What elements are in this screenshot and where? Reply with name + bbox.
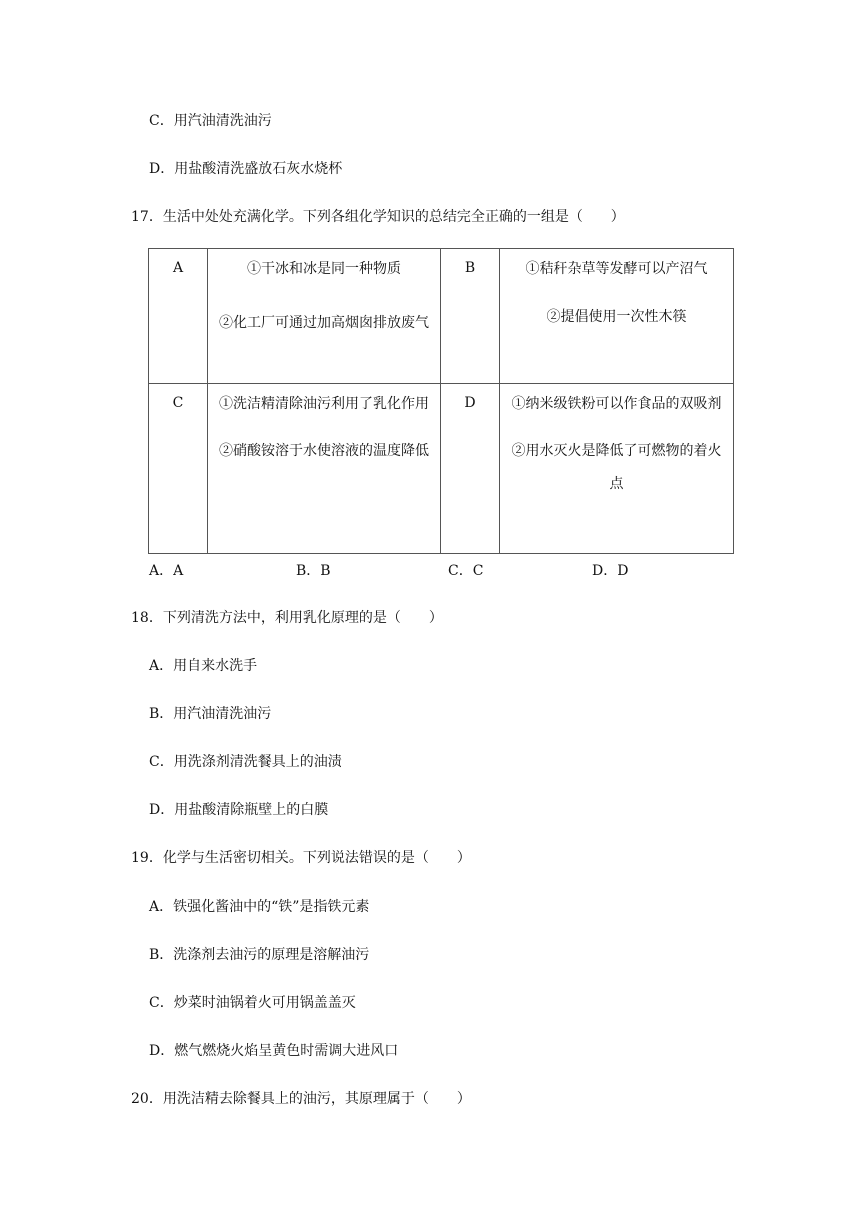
statement-b2: ②提倡使用一次性木筷 xyxy=(546,309,687,325)
statement-b1: ①秸秆杂草等发酵可以产沼气 xyxy=(525,261,708,277)
q19-option-c: C．炒菜时油锅着火可用锅盖盖灭 xyxy=(149,995,356,1011)
q18-option-d: D．用盐酸清除瓶壁上的白膜 xyxy=(149,802,329,818)
q19-option-d: D．燃气燃烧火焰呈黄色时需调大进风口 xyxy=(149,1043,399,1059)
q19-option-a: A．铁强化酱油中的“铁”是指铁元素 xyxy=(149,899,370,915)
table-label-d: D xyxy=(441,384,500,554)
option-c: C．用汽油清洗油污 xyxy=(149,113,272,129)
question-20-stem: 20．用洗洁精去除餐具上的油污，其原理属于（ ） xyxy=(131,1091,471,1107)
table-label-b: B xyxy=(441,249,500,384)
table-cell-b xyxy=(500,249,734,384)
statement-a1: ①干冰和冰是同一种物质 xyxy=(247,261,401,277)
statement-d1: ①纳米级铁粉可以作食品的双吸剂 xyxy=(511,396,722,412)
table-label-a: A xyxy=(149,249,208,384)
question-19-stem: 19．化学与生活密切相关。下列说法错误的是（ ） xyxy=(131,850,471,866)
option-d: D．用盐酸清洗盛放石灰水烧杯 xyxy=(149,161,343,177)
answer-a: A．A xyxy=(149,563,184,579)
q18-option-a: A．用自来水洗手 xyxy=(149,658,258,674)
table-cell-c xyxy=(208,384,441,554)
answer-b: B．B xyxy=(296,563,331,579)
table-cell-a xyxy=(208,249,441,384)
question-17-stem: 17．生活中处处充满化学。下列各组化学知识的总结完全正确的一组是（ ） xyxy=(131,209,625,225)
statement-d2: ②用水灭火是降低了可燃物的着火点 xyxy=(511,443,722,492)
q18-option-b: B．用汽油清洗油污 xyxy=(149,706,272,722)
answer-d: D．D xyxy=(592,563,629,579)
q19-option-b: B．洗涤剂去油污的原理是溶解油污 xyxy=(149,947,370,963)
statement-c1: ①洗洁精清除油污利用了乳化作用 xyxy=(219,396,429,412)
statement-c2: ②硝酸铵溶于水使溶液的温度降低 xyxy=(219,443,429,459)
answer-c: C．C xyxy=(448,563,484,579)
table-label-c: C xyxy=(149,384,208,554)
statement-a2: ②化工厂可通过加高烟囱排放废气 xyxy=(219,315,429,331)
table-cell-d xyxy=(500,384,734,554)
question-17-table xyxy=(148,248,734,554)
question-18-stem: 18．下列清洗方法中，利用乳化原理的是（ ） xyxy=(131,610,443,626)
q18-option-c: C．用洗涤剂清洗餐具上的油渍 xyxy=(149,754,342,770)
